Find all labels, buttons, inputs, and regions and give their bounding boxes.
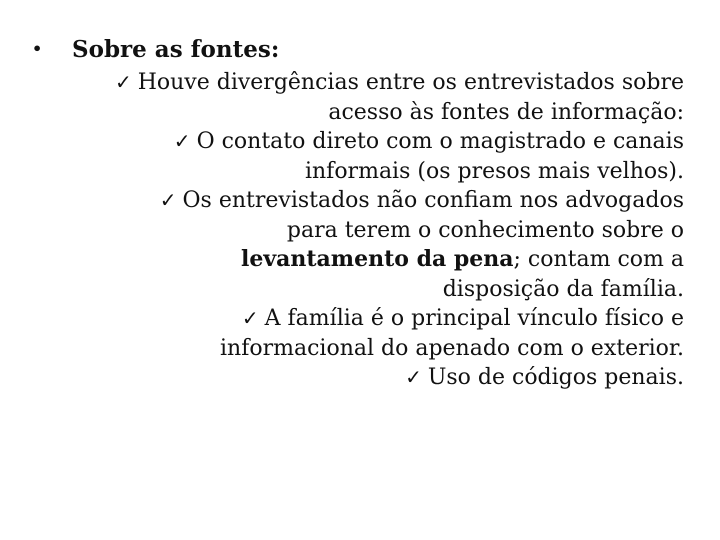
checklist-item-line: informacional do apenado com o exterior. <box>220 335 684 361</box>
checklist-item-line <box>24 68 684 98</box>
checklist-item-line: acesso às fontes de informação: <box>328 99 684 125</box>
checklist-item-line: informais (os presos mais velhos). <box>304 158 684 184</box>
checklist-item-text: A família é o principal vínculo físico e <box>264 306 684 331</box>
checklist-item-line <box>24 245 684 275</box>
checklist-item-line <box>24 363 684 393</box>
checkmark-icon: ✓ <box>114 70 132 94</box>
checklist-item <box>24 68 684 127</box>
checklist-item-line: disposição da família. <box>442 276 684 302</box>
emphasis-text: levantamento da pena <box>241 246 514 272</box>
checkmark-icon: ✓ <box>405 365 422 389</box>
section-heading <box>30 34 279 65</box>
checklist-item-text: O contato direto com o magistrado e canais <box>196 129 684 154</box>
checklist-item-text: Houve divergências entre os entrevistados sobre <box>137 70 684 95</box>
checklist-item-line: para terem o conhecimento sobre o <box>286 217 684 243</box>
checklist-item <box>24 127 684 186</box>
checkmark-icon: ✓ <box>159 188 177 212</box>
bullet-icon: • <box>32 39 43 58</box>
checklist-item-text: Uso de códigos penais. <box>427 365 684 390</box>
checklist-item-text: Os entrevistados não confiam nos advogados <box>182 188 684 213</box>
checklist-item-line <box>24 186 684 216</box>
checklist-item-text: ; contam com a <box>513 247 684 272</box>
checklist <box>24 68 684 393</box>
checklist-item-line <box>24 127 684 157</box>
checklist-item-line <box>24 304 684 334</box>
checklist-item <box>24 186 684 304</box>
section-heading-text: Sobre as fontes: <box>72 36 280 63</box>
checkmark-icon: ✓ <box>173 129 191 153</box>
checklist-item <box>24 304 684 363</box>
checkmark-icon: ✓ <box>241 306 259 330</box>
checklist-item <box>24 363 684 393</box>
